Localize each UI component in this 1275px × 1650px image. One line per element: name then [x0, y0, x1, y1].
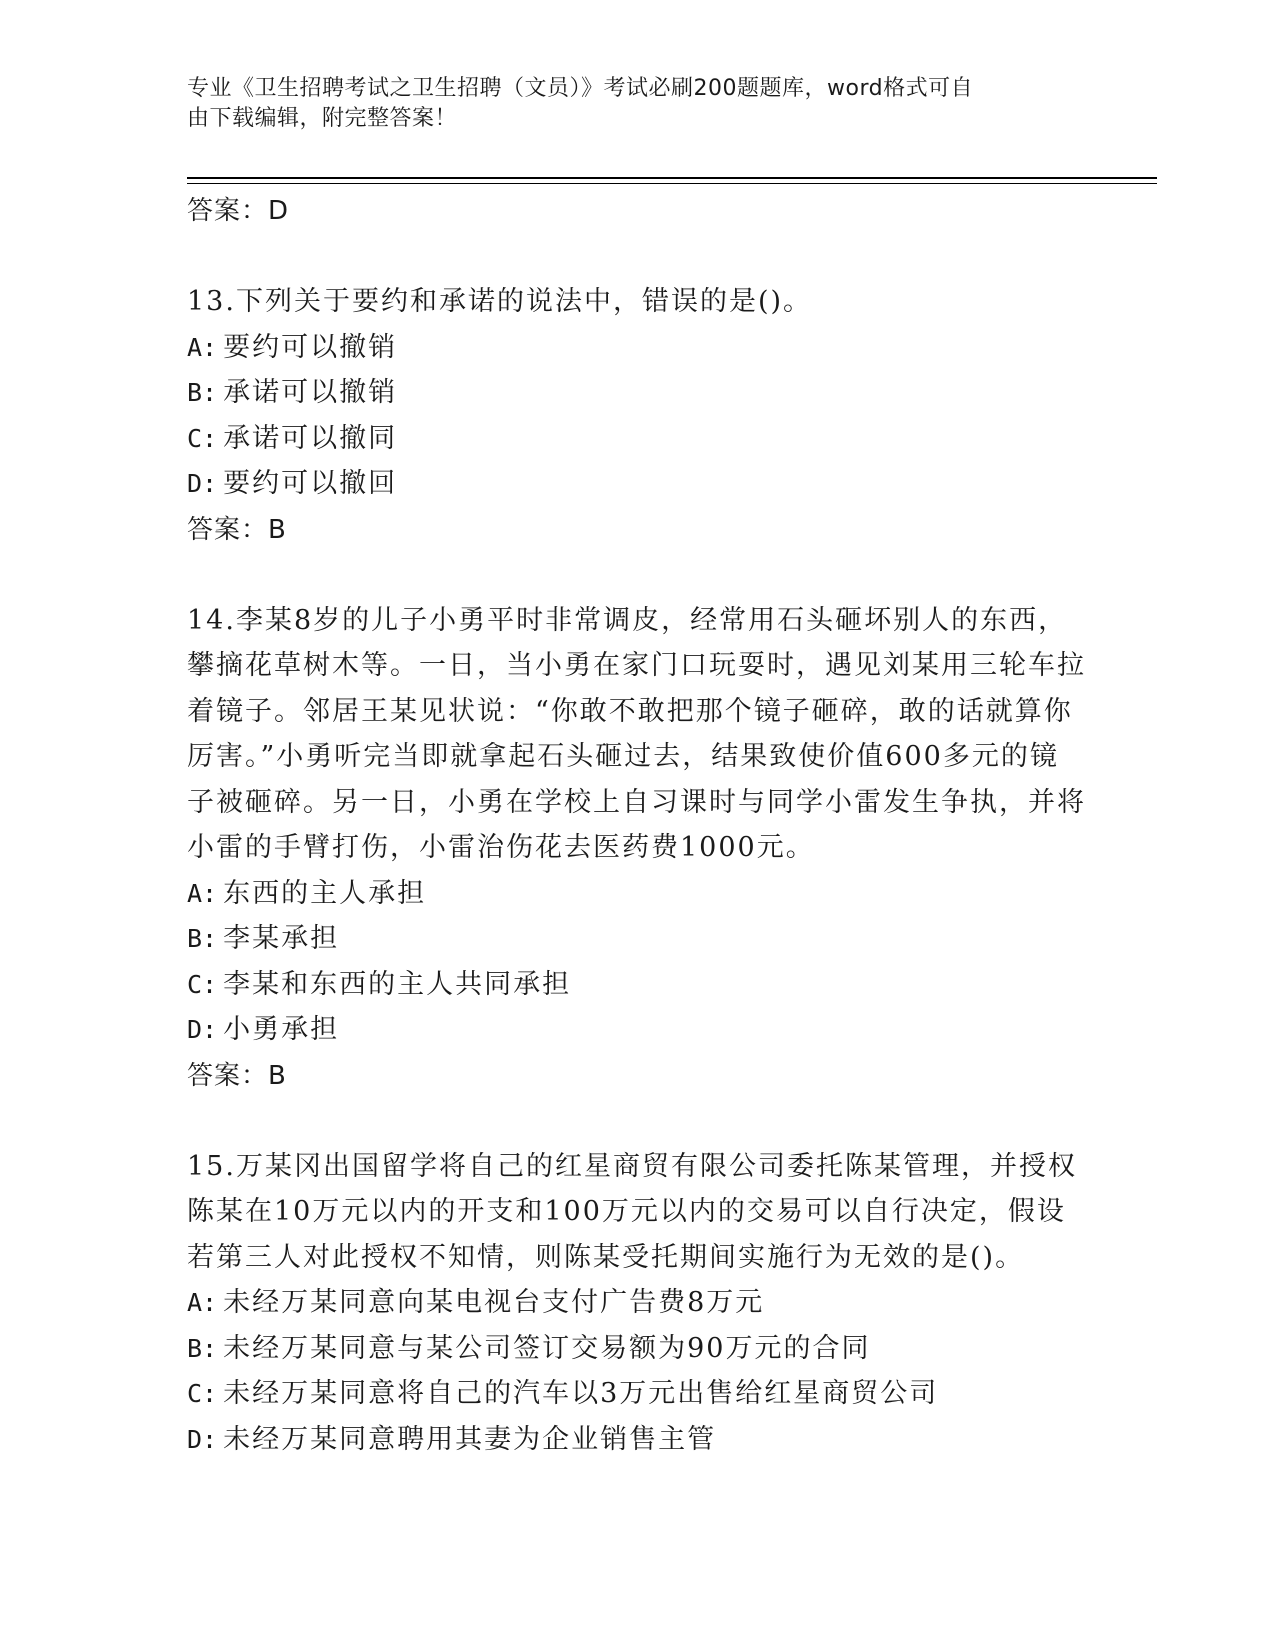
option-text: 承诺可以撤销 — [223, 377, 398, 408]
option-letter: D: — [187, 1424, 218, 1454]
header-line-2: 由下载编辑，附完整答案！ — [187, 106, 458, 131]
header-divider-thin — [187, 183, 1157, 184]
option-letter: C: — [187, 423, 218, 453]
header-line-1: 专业《卫生招聘考试之卫生招聘（文员）》考试必刷200题题库，word格式可自 — [187, 76, 974, 101]
option-text: 未经万某同意将自己的汽车以3万元出售给红星商贸公司 — [223, 1378, 939, 1409]
option-text: 东西的主人承担 — [223, 877, 427, 909]
option-text: 未经万某同意向某电视台支付广告费8万元 — [223, 1287, 765, 1318]
spacer — [187, 553, 1087, 598]
option-a — [187, 325, 1087, 371]
option-letter: B: — [187, 378, 218, 407]
option-letter: D: — [187, 469, 218, 498]
spacer — [187, 1099, 1087, 1144]
option-text: 未经万某同意与某公司签订交易额为90万元的合同 — [223, 1332, 871, 1364]
option-text: 小勇承担 — [223, 1014, 340, 1045]
option-d — [187, 1007, 1087, 1053]
option-c — [187, 1371, 1087, 1417]
option-letter: D: — [187, 1015, 218, 1044]
header-divider-thick — [187, 177, 1157, 179]
option-text: 李某承担 — [223, 923, 340, 954]
question-text: 14.李某8岁的儿子小勇平时非常调皮，经常用石头砸坏别人的东西，攀摘花草树木等。一日，当小勇在家门口玩耍时，遇见刘某用三轮车拉着镜子。邻居王某见状说：“你敢不敢把那个镜子砸碎，敢的话就算你厉害。”小勇听完当即就拿起石头砸过去，结果致使价值600多元的镜子被砸碎。另一日，小勇在学校上自习课时与同学小雷发生争执，并将小雷的手臂打伤，小雷治伤花去医药费1000元。 — [187, 604, 1086, 863]
option-d — [187, 1417, 1087, 1463]
question-14 — [187, 598, 1087, 1099]
option-c — [187, 416, 1087, 462]
option-letter: C: — [187, 969, 218, 999]
answer-line: 答案：D — [187, 196, 290, 226]
option-b — [187, 916, 1087, 962]
option-text: 未经万某同意聘用其妻为企业销售主管 — [223, 1423, 717, 1455]
option-text: 要约可以撤销 — [223, 331, 398, 363]
option-letter: B: — [187, 924, 218, 953]
option-text: 李某和东西的主人共同承担 — [223, 968, 572, 1000]
option-b — [187, 370, 1087, 416]
option-a — [187, 1280, 1087, 1326]
question-15 — [187, 1144, 1087, 1463]
spacer — [187, 234, 1087, 279]
option-a — [187, 871, 1087, 917]
option-d — [187, 461, 1087, 507]
answer-line: 答案：B — [187, 514, 287, 545]
answer-line: 答案：B — [187, 1060, 287, 1091]
question-content — [187, 188, 1087, 1462]
option-letter: A: — [187, 878, 218, 908]
option-letter: A: — [187, 332, 218, 362]
question-text: 13.下列关于要约和承诺的说法中，错误的是()。 — [187, 286, 813, 317]
question-text: 15.万某冈出国留学将自己的红星商贸有限公司委托陈某管理，并授权陈某在10万元以内的开支和100万元以内的交易可以自行决定，假设若第三人对此授权不知情，则陈某受托期间实施行为无效的是()。 — [187, 1150, 1077, 1273]
option-b — [187, 1326, 1087, 1372]
option-text: 承诺可以撤同 — [223, 422, 398, 454]
document-header — [187, 74, 1067, 134]
option-letter: A: — [187, 1288, 218, 1317]
option-letter: C: — [187, 1379, 218, 1408]
option-letter: B: — [187, 1333, 218, 1363]
option-text: 要约可以撤回 — [223, 468, 398, 499]
question-13 — [187, 279, 1087, 553]
option-c — [187, 962, 1087, 1008]
